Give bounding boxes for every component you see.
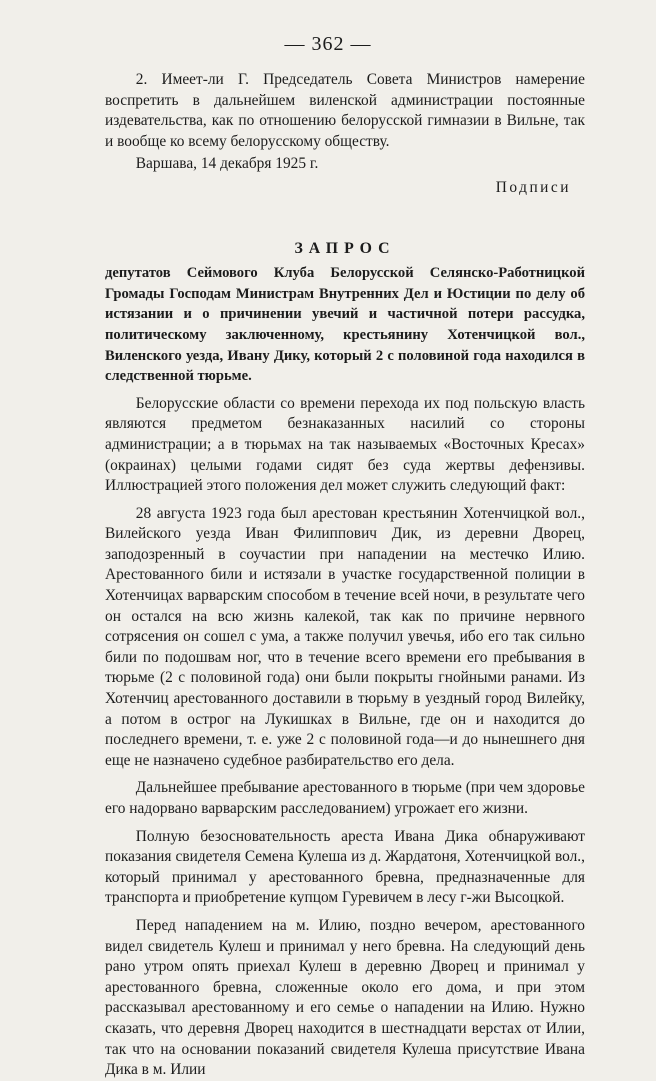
signatures-line: Подписи — [495, 178, 571, 196]
paragraph-intro: Белорусские области со времени перехода их под польскую власть являются предметом безнаказанных насилий со стороны администрации; а в тюрьмах на так называемых «Восточных Кресах» (окраинах) целыми годами сидят без суда жертвы дефензивы. Иллюстрацией этого положения дел может служить следующий факт: — [105, 394, 585, 495]
paragraph-health: Дальнейшее пребывание арестованного в тюрьме (при чем здоровье его надорвано варварским расследованием) угрожает его жизни. — [105, 779, 585, 817]
section-subheading: депутатов Сеймового Клуба Белорусской Селянско-Работницкой Громады Господам Министрам Внутренних Дел и Юстиции по делу об истязании и о причинении увечий и частичной потери рассудка, политическому заключенному, крестьянину Хотенчицкой вол., Виленского уезда, Ивану Дику, который 2 с половиной года находился в следственной тюрьме. — [105, 265, 585, 385]
page-body — [105, 70, 585, 1081]
paragraph-baseless: Полную безосновательность ареста Ивана Дика обнаруживают показания свидетеля Семена Кулеша из д. Жардатоня, Хотенчицкой вол., который принимал у арестованного бревна, предназначенные для транспорта и приобретение купцом Гуревичем в лесу г-жи Высоцкой. — [105, 827, 585, 907]
page-number: — 362 — — [284, 33, 372, 55]
paragraph-arrest: 28 августа 1923 года был арестован крестьянин Хотенчицкой вол., Вилейского уезда Иван Филиппович Дик, из деревни Дворец, заподозренный в соучастии при нападении на местечко Илию. Арестованного били и истязали в участке государственной полиции в Хотенчицах варварским способом в течение всей ночи, в результате чего он остался на всю жизнь калекой, так как по причине нервного сотрясения он сошел с ума, а также получил увечья, ибо его так сильно били по подошвам ног, что в течение всего времени его пребывания в тюрьме (2 с половиной года) они были покрыты гнойными ранами. Из Хотенчиц арестованного доставили в тюрьму в уездный город Вилейку, а потом в острог на Лукишках в Вильне, где он и находится до последнего времени, т. е. уже 2 с половиной года—и до нынешнего дня еще не назначено судебное разбирательство его дела. — [105, 504, 585, 769]
paragraph-question-2: 2. Имеет-ли Г. Председатель Совета Министров намерение воспретить в дальнейшем виленской администрации постоянные издевательства, как по отношению белорусской гимназии в Вильне, так и вообще ко всему белорусскому обществу. — [105, 71, 585, 150]
paragraph-before-attack: Перед нападением на м. Илию, поздно вечером, арестованного видел свидетель Кулеш и принимал у него бревна. На следующий день рано утром опять приехал Кулеш в деревню Дворец и принимал у арестованного бревна, сложенные около его дома, и при этом рассказывал арестованному и его семье о нападении на Илию. Нужно сказать, что деревня Дворец находится в шестнадцати верстах от Илии, так что на основании показаний свидетеля Кулеша присутствие Ивана Дика в м. Илии — [105, 916, 585, 1079]
section-heading: ЗАПРОС — [294, 239, 396, 257]
date-line: Варшава, 14 декабря 1925 г. — [135, 155, 319, 173]
